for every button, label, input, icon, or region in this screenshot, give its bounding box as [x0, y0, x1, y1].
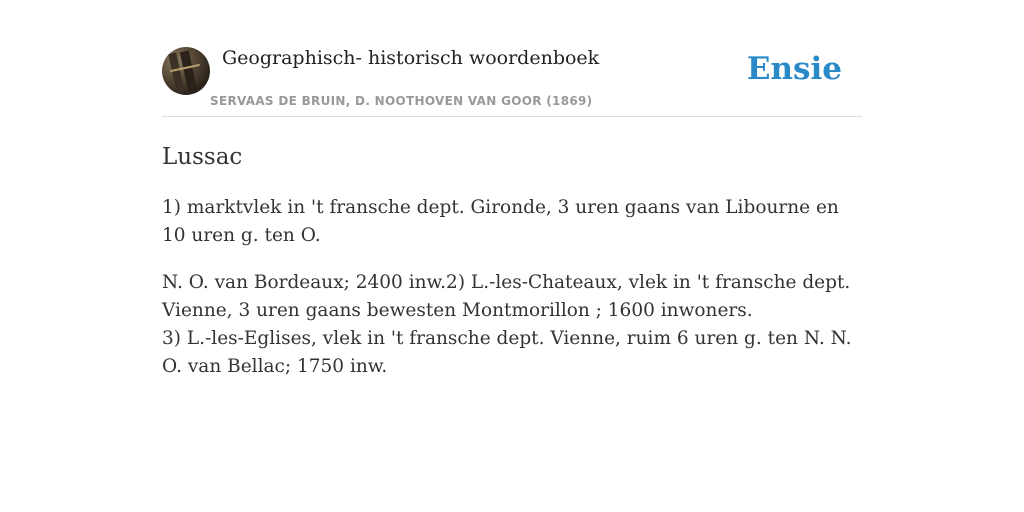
entry-paragraph: N. O. van Bordeaux; 2400 inw.2) L.-les-Chateaux, vlek in 't fransche dept. Vienne, 3 uren gaans bewesten Montmorillon ; 1600 inwoners.: [162, 272, 851, 321]
book-header: [162, 0, 862, 117]
entry-title: Lussac: [162, 144, 243, 170]
ensie-logo[interactable]: Ensie: [746, 51, 842, 87]
book-author: SERVAAS DE BRUIN, D. NOOTHOVEN VAN GOOR (1869): [210, 94, 593, 108]
book-title-link[interactable]: Geographisch- historisch woordenboek: [222, 47, 600, 69]
page-container: [162, 0, 862, 381]
entry-body: [162, 194, 862, 381]
book-cover-thumbnail[interactable]: [162, 47, 210, 95]
entry-paragraph: 1) marktvlek in 't fransche dept. Gironde, 3 uren gaans van Libourne en 10 uren g. ten O.: [162, 197, 839, 246]
entry-paragraph: 3) L.-les-Eglises, vlek in 't fransche dept. Vienne, ruim 6 uren g. ten N. N. O. van Bellac; 1750 inw.: [162, 328, 852, 377]
